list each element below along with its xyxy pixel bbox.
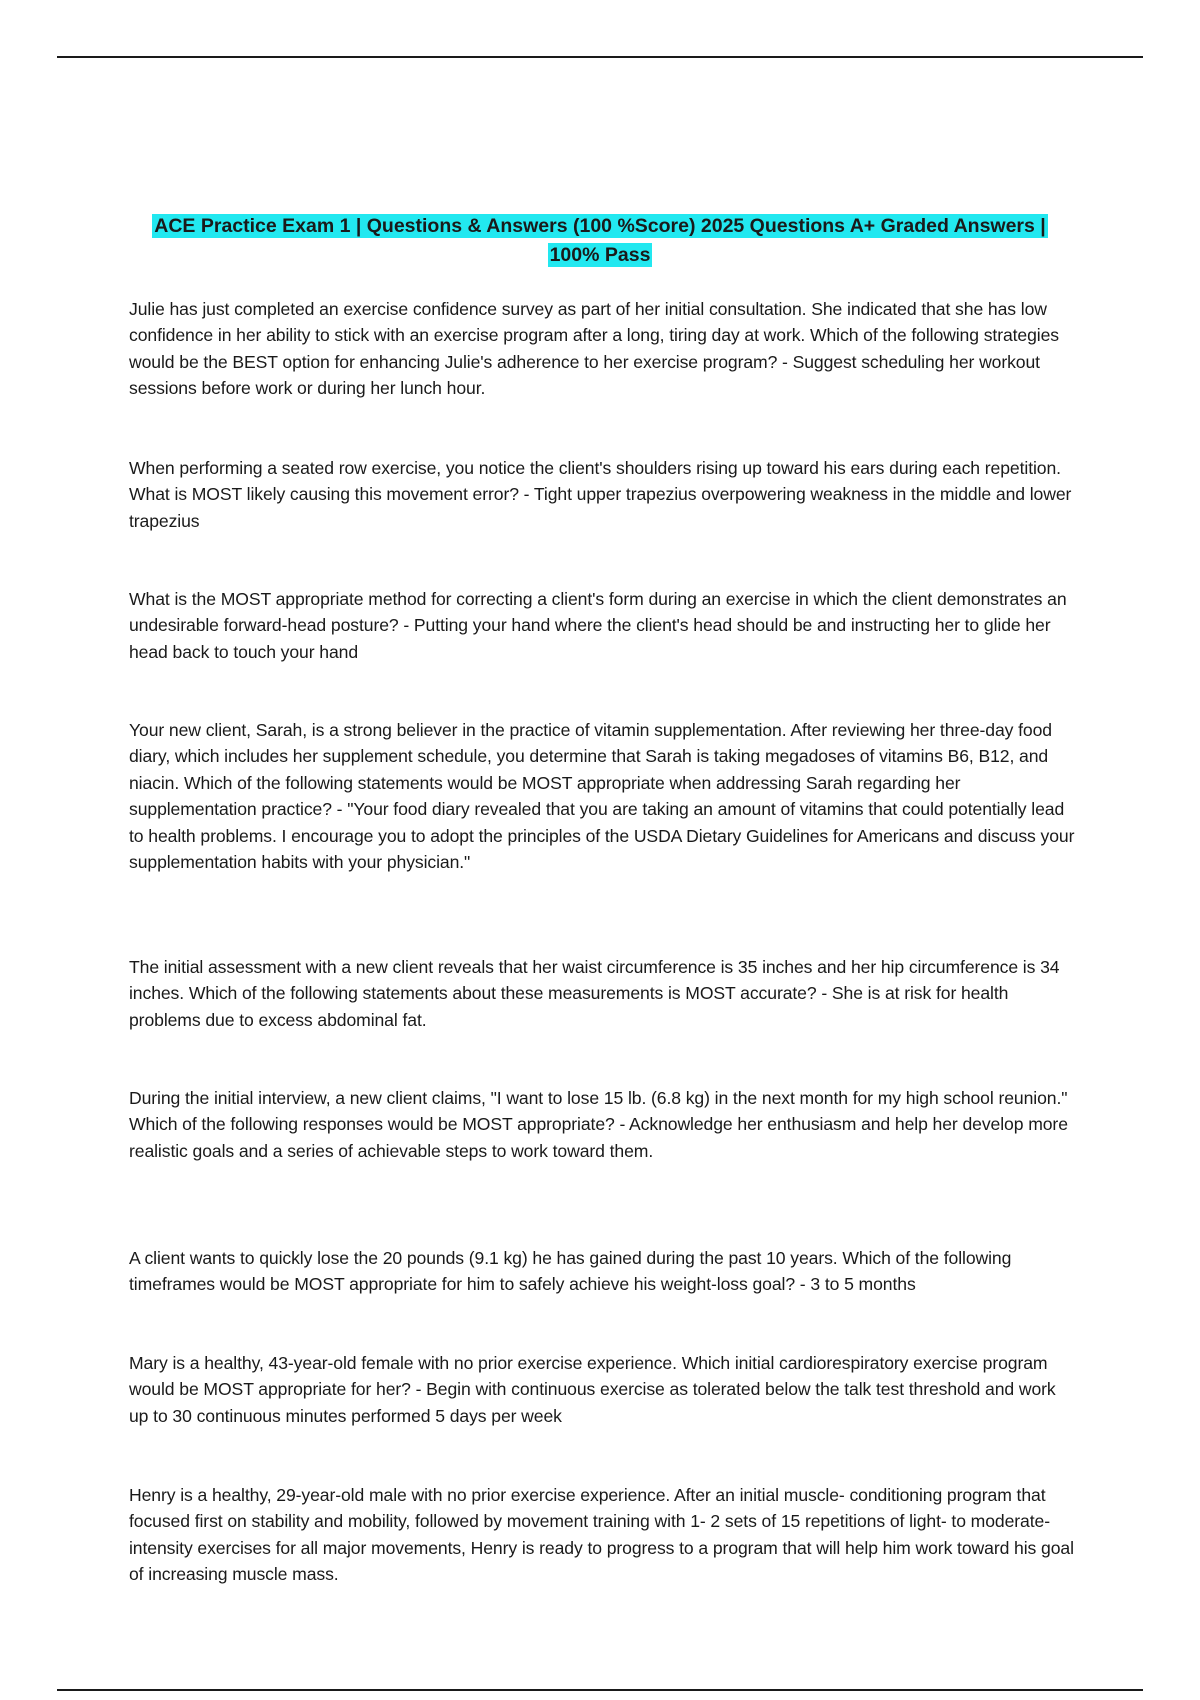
qa-item-5: The initial assessment with a new client reveals that her waist circumference is 35 inches and her hip circumference is 34 inches. Which of the following statements about these measurements is MOST accurate? - She is at risk for health problems due to excess abdominal fat. [129,957,1060,1030]
title-line-2: 100% Pass [549,244,651,266]
qa-item-8: Mary is a healthy, 43-year-old female with no prior exercise experience. Which initial cardiorespiratory exercise program would be MOST appropriate for her? - Begin with continuous exercise as tolerated below the talk test threshold and work up to 30 continuous minutes performed 5 days per week [129,1353,1056,1426]
bottom-rule [57,1689,1143,1691]
document-title [120,212,1080,270]
qa-item-6: During the initial interview, a new client claims, "I want to lose 15 lb. (6.8 kg) in the next month for my high school reunion." Which of the following responses would be MOST appropriate? - Acknowledge her enthusiasm and help her develop more realistic goals and a series of achievable steps to work toward them. [129,1088,1068,1161]
title-line-1: ACE Practice Exam 1 | Questions & Answers (100 %Score) 2025 Questions A+ Graded Answers | [154,215,1046,237]
qa-item-9: Henry is a healthy, 29-year-old male with no prior exercise experience. After an initial muscle- conditioning program that focused first on stability and mobility, followed by movement training with 1- 2 sets of 15 repetitions of light- to moderate-intensity exercises for all major movements, Henry is ready to progress to a program that will help him work toward his goal of increasing muscle mass. [129,1485,1074,1585]
qa-item-2: When performing a seated row exercise, you notice the client's shoulders rising up toward his ears during each repetition. What is MOST likely causing this movement error? - Tight upper trapezius overpowering weakness in the middle and lower trapezius [129,458,1072,531]
top-rule [57,56,1143,58]
qa-item-4: Your new client, Sarah, is a strong believer in the practice of vitamin supplementation. After reviewing her three-day food diary, which includes her supplement schedule, you determine that Sarah is taking megadoses of vitamins B6, B12, and niacin. Which of the following statements would be MOST appropriate when addressing Sarah regarding her supplementation practice? - "Your food diary revealed that you are taking an amount of vitamins that could potentially lead to health problems. I encourage you to adopt the principles of the USDA Dietary Guidelines for Americans and discuss your supplementation habits with your physician." [129,720,1075,873]
qa-item-3: What is the MOST appropriate method for correcting a client's form during an exercise in which the client demonstrates an undesirable forward-head posture? - Putting your hand where the client's head should be and instructing her to glide her head back to touch your hand [129,589,1067,662]
qa-item-7: A client wants to quickly lose the 20 pounds (9.1 kg) he has gained during the past 10 years. Which of the following timeframes would be MOST appropriate for him to safely achieve his weight-loss goal? - 3 to 5 months [129,1248,1012,1295]
qa-item-1: Julie has just completed an exercise confidence survey as part of her initial consultation. She indicated that she has low confidence in her ability to stick with an exercise program after a long, tiring day at work. Which of the following strategies would be the BEST option for enhancing Julie's adherence to her exercise program? - Suggest scheduling her workout sessions before work or during her lunch hour. [129,299,1059,399]
